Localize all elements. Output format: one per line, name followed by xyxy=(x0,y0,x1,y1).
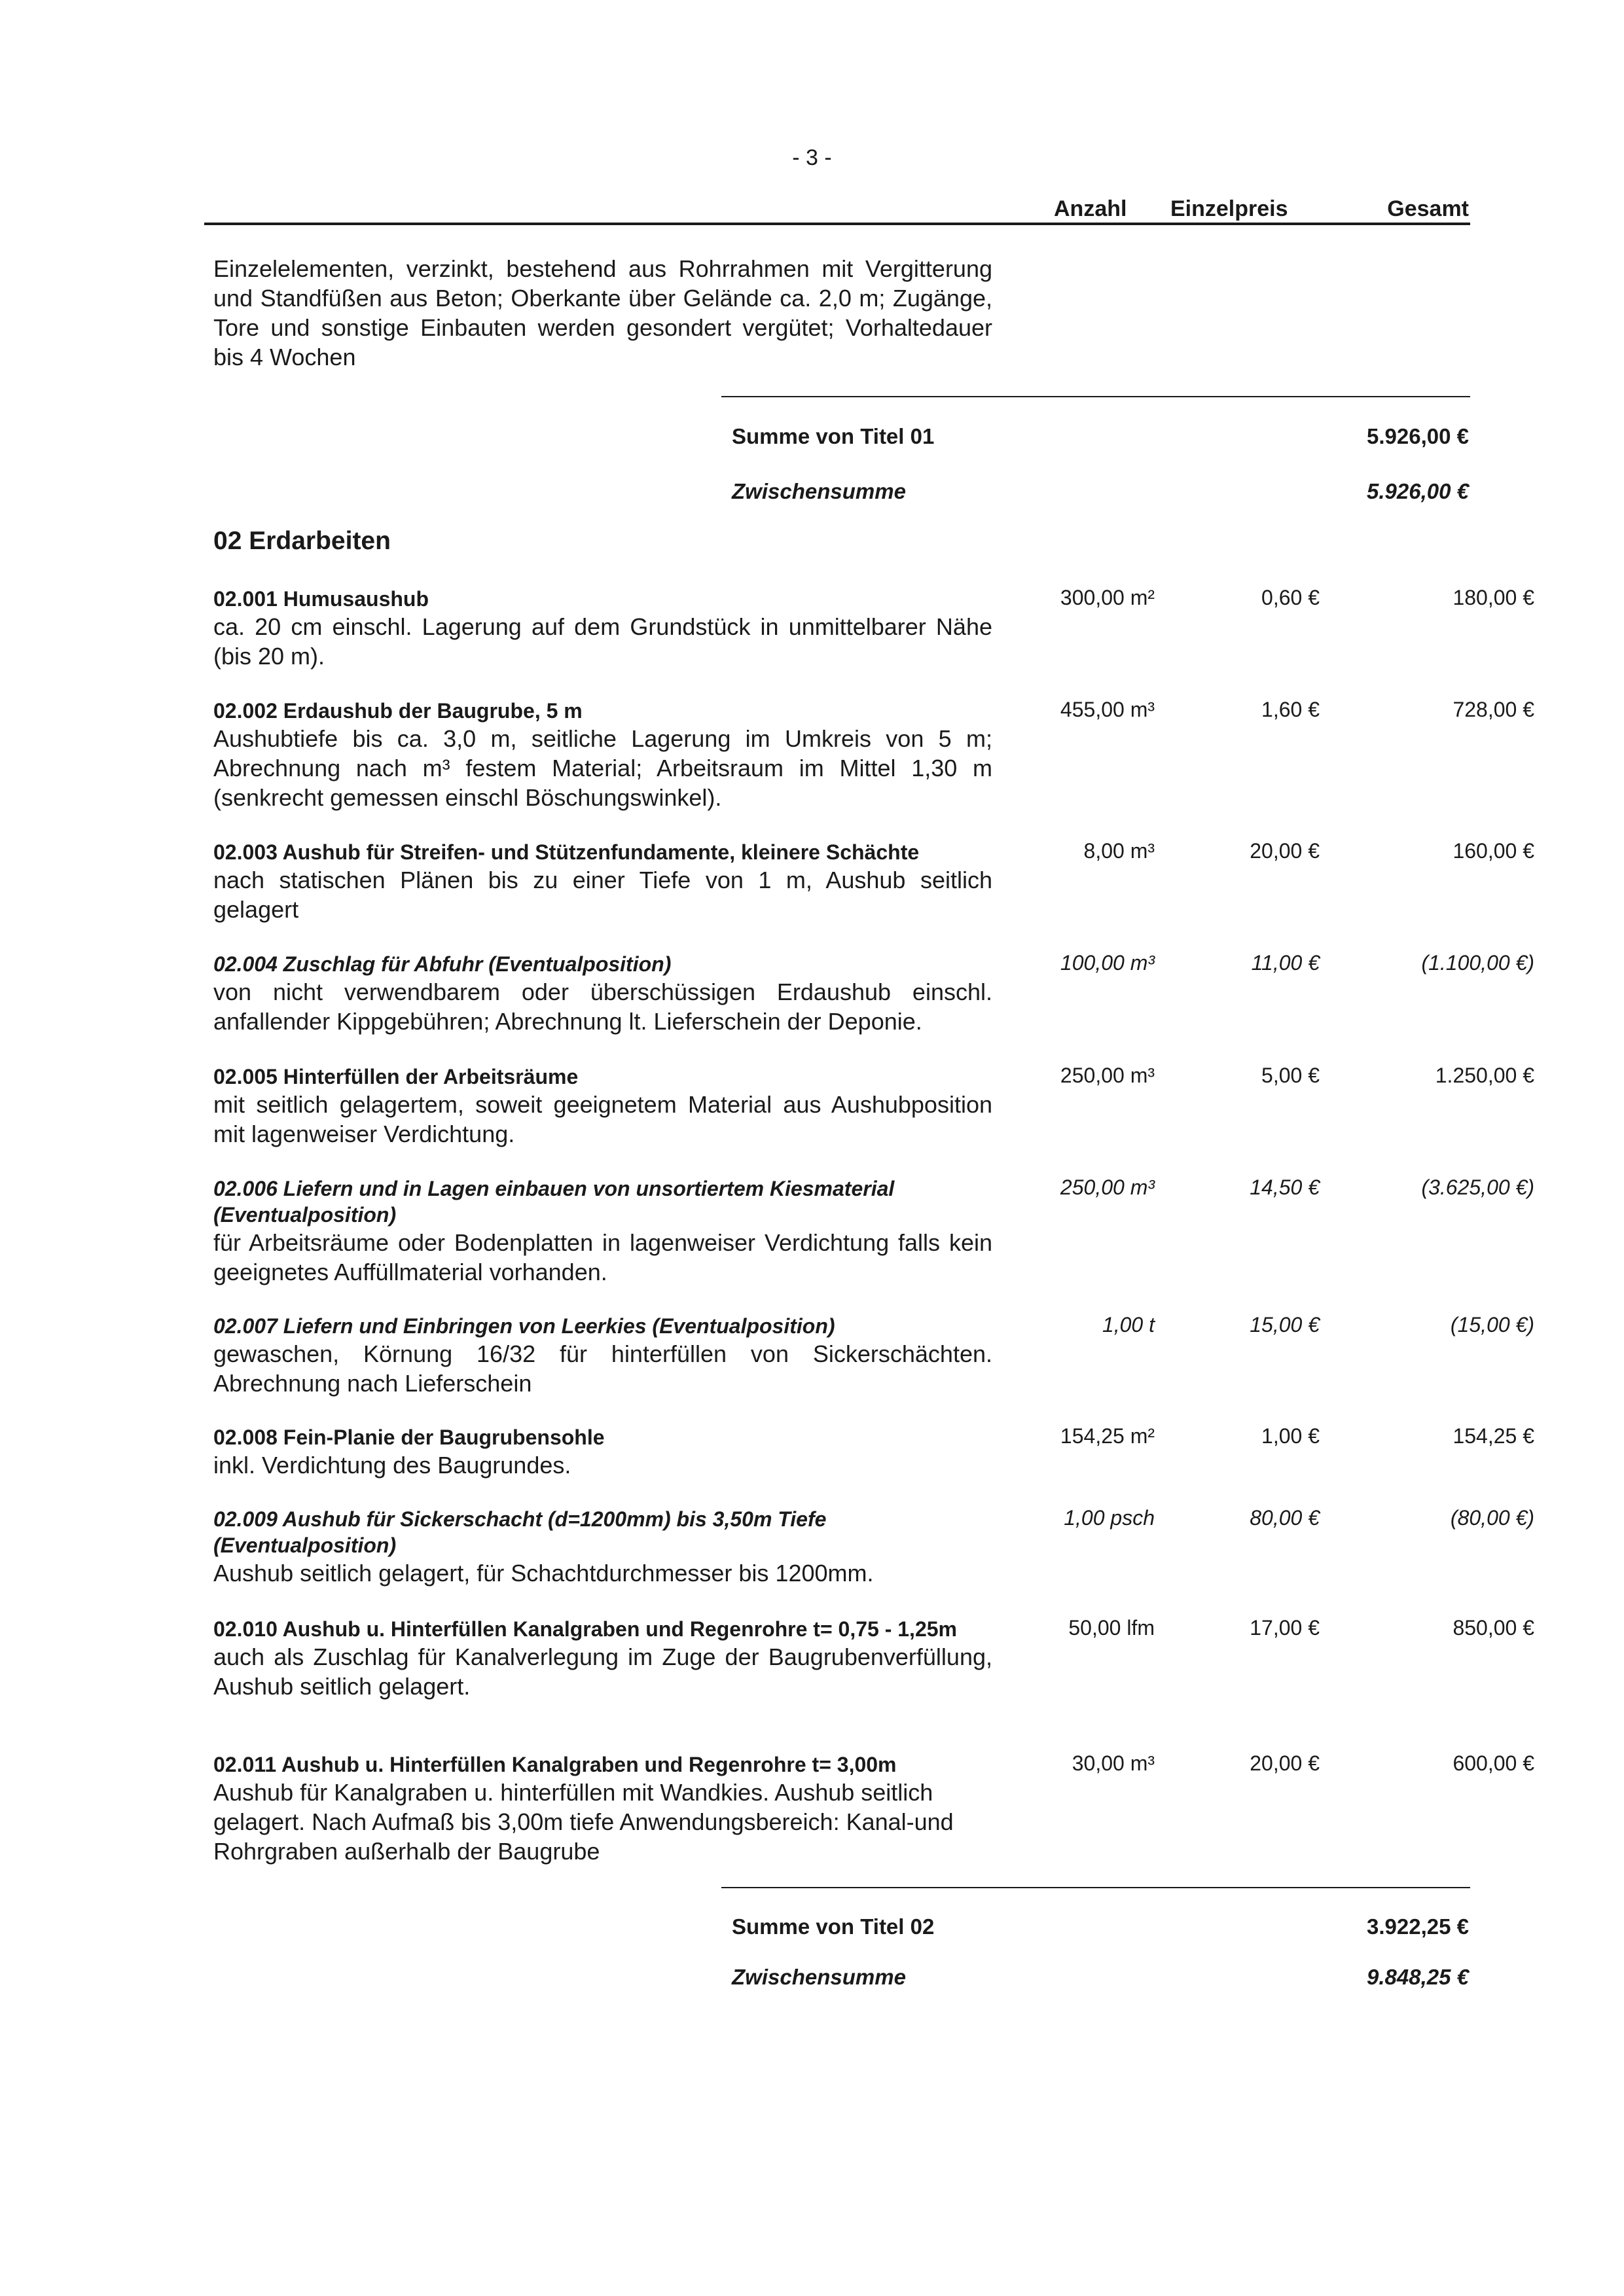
position-total: 1.250,00 € xyxy=(1435,1064,1534,1087)
position-02-005 xyxy=(213,1062,1534,1149)
position-unit-price: 0,60 € xyxy=(1261,586,1320,609)
position-title: 02.007 Liefern und Einbringen von Leerkies (Eventualposition) xyxy=(213,1314,835,1338)
position-total: (1.100,00 €) xyxy=(1421,951,1534,975)
position-title: 02.008 Fein-Planie der Baugrubensohle xyxy=(213,1426,605,1449)
title01-subtotal-label: Zwischensumme xyxy=(732,479,906,503)
position-quantity: 455,00 m³ xyxy=(1060,698,1155,721)
position-total: 180,00 € xyxy=(1453,586,1534,609)
position-title: 02.010 Aushub u. Hinterfüllen Kanalgraben und Regenrohre t= 0,75 - 1,25m xyxy=(213,1617,957,1641)
position-02-006 xyxy=(213,1174,1534,1287)
position-total: 728,00 € xyxy=(1453,698,1534,721)
title02-sum-value: 3.922,25 € xyxy=(1367,1914,1469,1939)
position-quantity: 50,00 lfm xyxy=(1068,1616,1155,1640)
position-description: ca. 20 cm einschl. Lagerung auf dem Grundstück in unmittelbarer Nähe (bis 20 m). xyxy=(213,613,992,670)
position-quantity: 250,00 m³ xyxy=(1060,1064,1155,1087)
title01-subtotal-value: 5.926,00 € xyxy=(1367,479,1469,503)
position-02-007 xyxy=(213,1312,1534,1398)
title01-sum-value: 5.926,00 € xyxy=(1367,424,1469,448)
position-unit-price: 20,00 € xyxy=(1250,839,1320,863)
position-unit-price: 80,00 € xyxy=(1250,1506,1320,1530)
position-total: 160,00 € xyxy=(1453,839,1534,863)
position-total: 850,00 € xyxy=(1453,1616,1534,1640)
title02-subtotal-value: 9.848,25 € xyxy=(1367,1965,1469,1989)
position-quantity: 1,00 psch xyxy=(1064,1506,1155,1530)
title02-sum-divider xyxy=(721,1887,1470,1888)
position-total: (15,00 €) xyxy=(1450,1313,1534,1336)
position-description: von nicht verwendbarem oder überschüssigen Erdaushub einschl. anfallender Kippgebühren; Abrechnung lt. Lieferschein der Deponie. xyxy=(213,978,992,1035)
position-quantity: 30,00 m³ xyxy=(1072,1751,1155,1775)
position-quantity: 154,25 m² xyxy=(1060,1424,1155,1448)
position-total: (80,00 €) xyxy=(1450,1506,1534,1530)
position-unit-price: 14,50 € xyxy=(1250,1175,1320,1199)
position-unit-price: 17,00 € xyxy=(1250,1616,1320,1640)
position-title: 02.011 Aushub u. Hinterfüllen Kanalgraben und Regenrohre t= 3,00m xyxy=(213,1753,897,1776)
position-description: mit seitlich gelagertem, soweit geeignetem Material aus Aushubposition mit lagenweiser Verdichtung. xyxy=(213,1091,992,1147)
title02-sum-label: Summe von Titel 02 xyxy=(732,1914,935,1939)
header-divider xyxy=(204,223,1470,225)
position-title: 02.002 Erdaushub der Baugrube, 5 m xyxy=(213,699,583,723)
page-number: - 3 - xyxy=(792,145,832,170)
position-02-010 xyxy=(213,1615,1534,1701)
position-description: Aushub für Kanalgraben u. hinterfüllen mit Wandkies. Aushub seitlich gelagert. Nach Aufmaß bis 3,00m tiefe Anwendungsbereich: Kanal-und Rohrgraben außerhalb der Baugrube xyxy=(213,1779,954,1865)
title01-sum-label: Summe von Titel 01 xyxy=(732,424,935,448)
position-title: 02.005 Hinterfüllen der Arbeitsräume xyxy=(213,1065,579,1088)
position-description: gewaschen, Körnung 16/32 für hinterfüllen von Sickerschächten. Abrechnung nach Lieferschein xyxy=(213,1340,992,1397)
intro-text: Einzelelementen, verzinkt, bestehend aus Rohrrahmen mit Vergitterung und Standfüßen aus Beton; Oberkante über Gelände ca. 2,0 m; Zugänge, Tore und sonstige Einbauten werden gesondert vergütet; Vorhaltedauer bis 4 Wochen xyxy=(213,255,992,370)
title02-subtotal-label: Zwischensumme xyxy=(732,1965,906,1989)
position-unit-price: 1,00 € xyxy=(1261,1424,1320,1448)
position-02-011 xyxy=(213,1750,1534,1866)
position-title: 02.003 Aushub für Streifen- und Stützenfundamente, kleinere Schächte xyxy=(213,840,920,864)
position-total: (3.625,00 €) xyxy=(1421,1175,1534,1199)
position-description: inkl. Verdichtung des Baugrundes. xyxy=(213,1452,571,1479)
position-unit-price: 1,60 € xyxy=(1261,698,1320,721)
position-02-004 xyxy=(213,950,1534,1036)
position-title: 02.009 Aushub für Sickerschacht (d=1200mm) bis 3,50m Tiefe (Eventualposition) xyxy=(213,1507,827,1557)
section-title: 02 Erdarbeiten xyxy=(213,527,391,555)
position-description: für Arbeitsräume oder Bodenplatten in lagenweiser Verdichtung falls kein geeignetes Auffüllmaterial vorhanden. xyxy=(213,1229,992,1285)
position-total: 600,00 € xyxy=(1453,1751,1534,1775)
position-quantity: 300,00 m² xyxy=(1060,586,1155,609)
position-description: nach statischen Plänen bis zu einer Tiefe von 1 m, Aushub seitlich gelagert xyxy=(213,867,992,923)
column-header-anzahl: Anzahl xyxy=(1054,196,1127,221)
position-quantity: 250,00 m³ xyxy=(1060,1175,1155,1199)
position-02-002 xyxy=(213,696,1534,812)
position-description: auch als Zuschlag für Kanalverlegung im Zuge der Baugrubenverfüllung, Aushub seitlich gelagert. xyxy=(213,1643,992,1700)
column-header-gesamt: Gesamt xyxy=(1387,196,1469,221)
position-02-001 xyxy=(213,584,1534,671)
position-title: 02.006 Liefern und in Lagen einbauen von unsortiertem Kiesmaterial (Eventualposition) xyxy=(213,1177,895,1227)
title01-sum-divider xyxy=(721,396,1470,397)
position-title: 02.001 Humusaushub xyxy=(213,587,429,611)
position-unit-price: 11,00 € xyxy=(1251,951,1320,975)
column-header-einzelpreis: Einzelpreis xyxy=(1170,196,1288,221)
position-quantity: 100,00 m³ xyxy=(1060,951,1155,975)
position-02-009 xyxy=(213,1505,1534,1588)
position-unit-price: 5,00 € xyxy=(1261,1064,1320,1087)
position-total: 154,25 € xyxy=(1453,1424,1534,1448)
position-02-008 xyxy=(213,1423,1534,1480)
position-unit-price: 15,00 € xyxy=(1250,1313,1320,1336)
position-description: Aushubtiefe bis ca. 3,0 m, seitliche Lagerung im Umkreis von 5 m; Abrechnung nach m³ festem Material; Arbeitsraum im Mittel 1,30 m (senkrecht gemessen einschl Böschungswinkel). xyxy=(213,725,992,811)
position-description: Aushub seitlich gelagert, für Schachtdurchmesser bis 1200mm. xyxy=(213,1560,874,1587)
position-quantity: 1,00 t xyxy=(1102,1313,1155,1336)
position-quantity: 8,00 m³ xyxy=(1083,839,1155,863)
position-title: 02.004 Zuschlag für Abfuhr (Eventualposition) xyxy=(213,952,672,976)
position-02-003 xyxy=(213,838,1534,924)
position-unit-price: 20,00 € xyxy=(1250,1751,1320,1775)
